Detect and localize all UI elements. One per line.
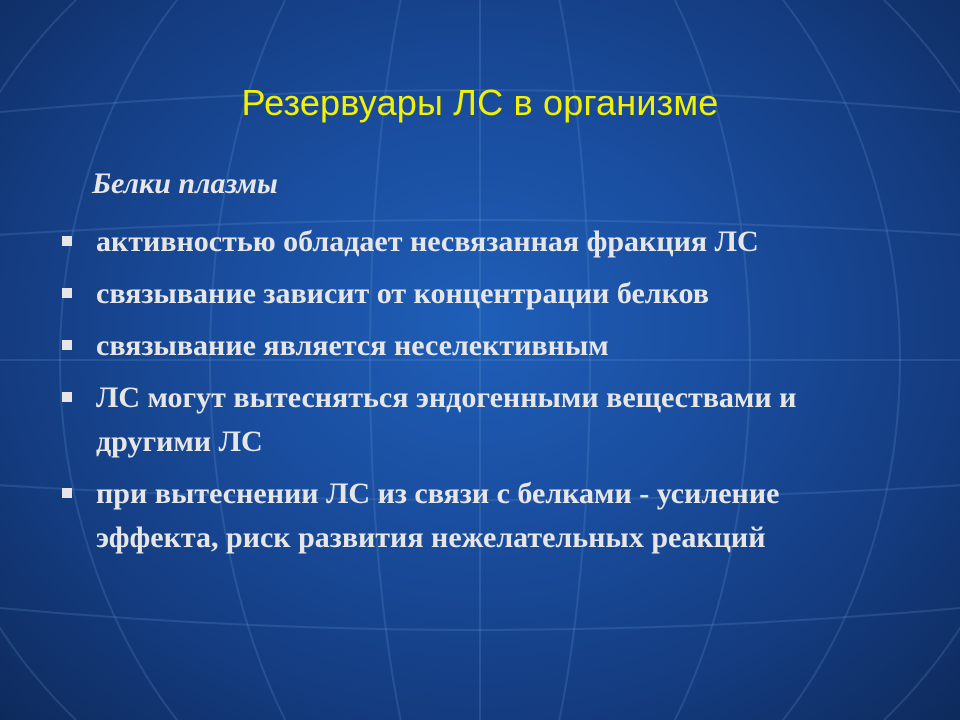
square-bullet-icon <box>62 392 72 402</box>
square-bullet-icon <box>62 488 72 498</box>
bullet-item <box>62 220 882 264</box>
bullet-text: при вытеснении ЛС из связи с белками - усиление эффекта, риск развития нежелательных реакций <box>96 477 780 554</box>
square-bullet-icon <box>62 288 72 298</box>
bullet-item <box>62 272 882 316</box>
bullet-item <box>62 324 882 368</box>
section-subheading: Белки плазмы <box>92 167 278 200</box>
bullet-text: активностью обладает несвязанная фракция ЛС <box>96 225 759 258</box>
bullet-list <box>62 220 882 560</box>
square-bullet-icon <box>62 340 72 350</box>
bullet-item <box>62 472 882 560</box>
square-bullet-icon <box>62 236 72 246</box>
bullet-text: связывание зависит от концентрации белков <box>96 277 709 310</box>
slide-content <box>62 162 882 568</box>
bullet-item <box>62 376 882 464</box>
slide-title: Резервуары ЛС в организме <box>241 82 719 123</box>
bullet-text: связывание является неселективным <box>96 329 609 362</box>
bullet-text: ЛС могут вытесняться эндогенными веществами и другими ЛС <box>96 381 797 458</box>
